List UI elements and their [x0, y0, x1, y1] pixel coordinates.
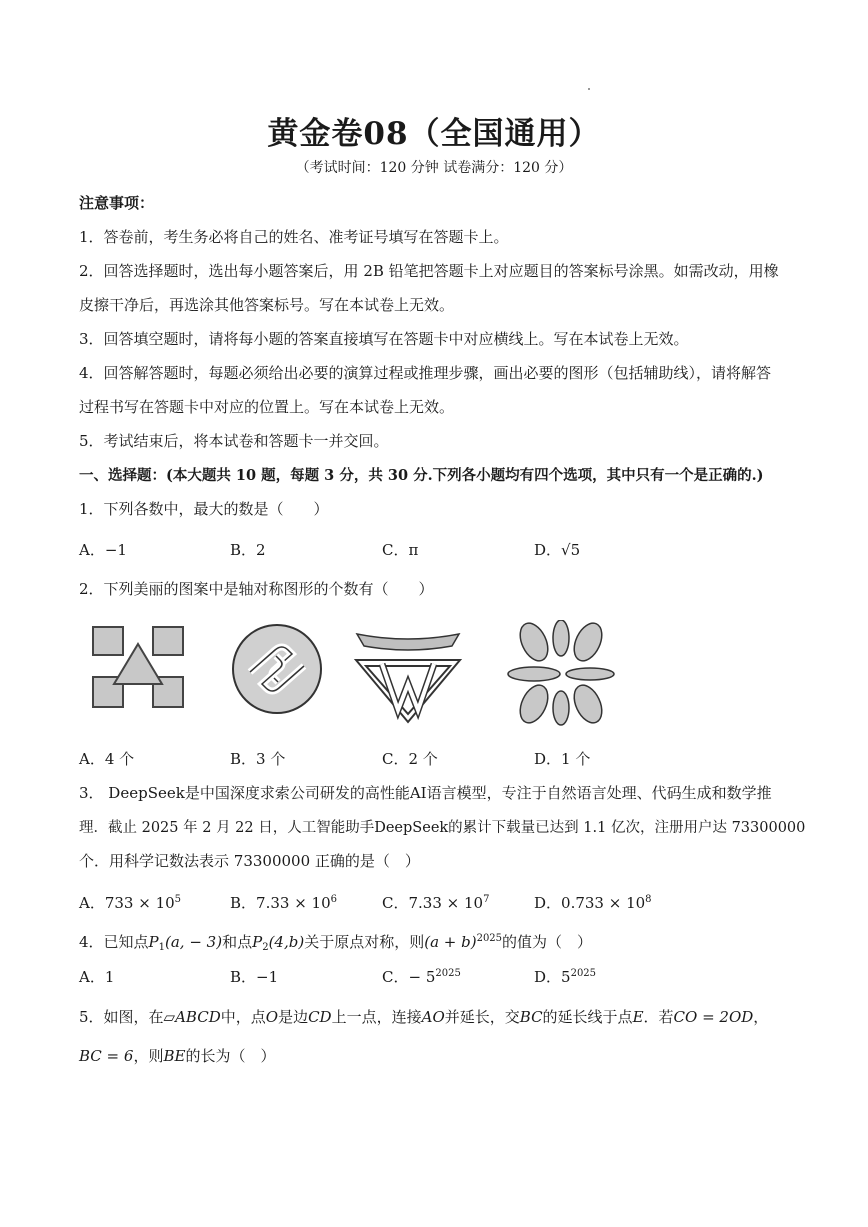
q4-option-b: B．−1 — [230, 968, 279, 986]
q2-option-d: D．1 个 — [534, 750, 591, 768]
circle-logo-icon — [230, 622, 325, 717]
note-item-4-cont: 过程书写在答题卡中对应的位置上。写在本试卷上无效。 — [79, 398, 455, 416]
note-item-4: 4．回答解答题时，每题必须给出必要的演算过程或推理步骤，画出必要的图形（包括辅助线），请将解答 — [79, 364, 772, 382]
q4-option-a: A．1 — [79, 968, 115, 986]
section-heading: 一、选择题：(本大题共 10 题，每题 3 分，共 30 分.下列各小题均有四个选项，其中只有一个是正确的.) — [79, 467, 764, 484]
q5-stem-line1: 5．如图，在▱ABCD中，点O是边CD上一点，连接AO并延长，交BC的延长线于点E．若CO = 2OD， — [79, 1008, 769, 1026]
note-item-5: 5．考试结束后，将本试卷和答题卡一并交回。 — [79, 432, 389, 450]
q1-option-b: B．2 — [230, 541, 266, 559]
q1-option-d: D．√5 — [534, 541, 581, 559]
q2-stem: 2．下列美丽的图案中是轴对称图形的个数有（ ） — [79, 580, 434, 598]
q1-option-a: A．−1 — [79, 541, 127, 559]
q1-stem: 1．下列各数中，最大的数是（ ） — [79, 500, 329, 518]
note-item-3: 3．回答填空题时，请将每小题的答案直接填写在答题卡中对应横线上。写在本试卷上无效。 — [79, 330, 689, 348]
q4-stem: 4．已知点$P_1(a$, − 3)和点$P_2(4,b)$关于原点对称，则$(a + b)^{2025}$的值为（ ） — [79, 933, 593, 953]
q3-option-d: D．$0.733 \times 10^8$ — [534, 894, 652, 912]
q2-option-a: A．4 个 — [79, 750, 135, 768]
exam-info: （考试时间：120 分钟 试卷满分：120 分） — [295, 160, 573, 176]
q1-option-c: C．π — [382, 541, 419, 559]
note-item-1: 1．答卷前，考生务必将自己的姓名、准考证号填写在答题卡上。 — [79, 228, 509, 246]
squares-triangle-icon — [88, 622, 188, 712]
q3-option-b: B．$7.33 \times 10^6$ — [230, 894, 337, 912]
q5-stem-line2: BC = 6，则BE的长为（ ） — [79, 1047, 276, 1065]
ellipse-flower-icon — [506, 620, 618, 726]
note-item-2-cont: 皮擦干净后，再选涂其他答案标号。写在本试卷上无效。 — [79, 296, 455, 314]
triangle-w-icon — [352, 630, 464, 725]
q3-stem-line2: 理．截止 2025 年 2 月 22 日，人工智能助手DeepSeek的累计下载量已达到 1.1 亿次，注册用户达 73300000 — [79, 820, 806, 836]
q2-option-c: C．2 个 — [382, 750, 438, 768]
page-title: 黄金卷08（全国通用） — [267, 116, 601, 152]
note-item-2: 2．回答选择题时，选出每小题答案后，用 2B 铅笔把答题卡上对应题目的答案标号涂黑。如需改动，用橡 — [79, 262, 779, 280]
q4-option-d: D．$5^{2025}$ — [534, 968, 597, 986]
notes-heading: 注意事项： — [79, 194, 155, 212]
q4-option-c: C．− $5^{2025}$ — [382, 968, 461, 986]
q3-option-a: A．$733 \times 10^5$ — [79, 894, 182, 912]
q3-option-c: C．$7.33 \times 10^7$ — [382, 894, 490, 912]
q3-stem-line1: 3． DeepSeek是中国深度求索公司研发的高性能AI语言模型，专注于自然语言处理、代码生成和数学推 — [79, 784, 772, 802]
stray-mark — [588, 88, 590, 90]
q3-stem-line3: 个．用科学记数法表示 73300000 正确的是（ ） — [79, 852, 420, 870]
q2-option-b: B．3 个 — [230, 750, 286, 768]
